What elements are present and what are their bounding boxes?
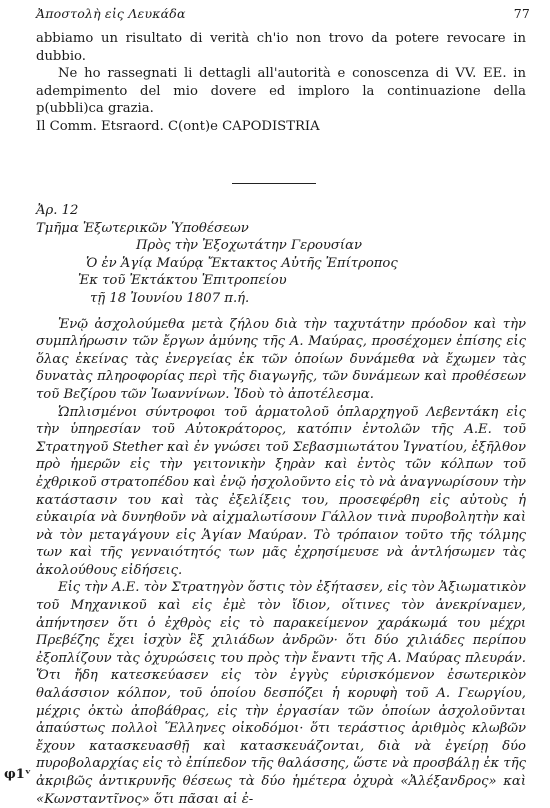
letter-line-1: abbiamo un risultato di verità ch'io non trovo da potere revocare in dubbio. bbox=[36, 31, 526, 64]
paragraph-3: Εἰς τὴν Α.Ε. τὸν Στρατηγὸν ὅστις τὸν ἐξήτασεν, εἰς τὸν Ἀξιωματικὸν τοῦ Μηχανικοῦ καὶ εἰς ἐμὲ τὸν ἴδιον, οἵτινες τὸν ἀνεκρίναμεν, ἀπήντησεν ὅτι ὁ ἐχθρὸς εἰς τὸ παρακείμενον χαράκωμά του μέχρι Πρεβέζης ἔχει ἰσχὺν ἓξ χιλιάδων ἀνδρῶν· ὅτι δύο χιλιάδες περίπου ἐξοπλίζουν τὰς ὀχυρώσεις του πρὸς τὴν ἔναντι τῆς Α. Μαύρας πλευράν. Ὅτι ἤδη κατεσκεύασεν εἰς τὸν ἐγγὺς εὑρισκόμενον ἐσωτερικὸν θαλάσσιον κόλπον, τοῦ ὁποίου δεσπόζει ἡ κορυφὴ τοῦ Α. Γεωργίου, μέχρις ὀκτὼ ἀποβάθρας, εἰς τὴν ἐργασίαν τῶν ὁποίων ἀσχολοῦνται ἀπαύστως πολλοὶ Ἕλληνες οἰκοδόμοι· ὅτι τεράστιος ἀριθμὸς κλωβῶν ἔχουν κατασκευασθῇ καὶ κατασκευάζονται, διὰ νὰ ἐγείρῃ δύο πυροβολαρχίας εἰς τὸ ἐπίπεδον τῆς θαλάσσης, ὥστε νὰ προσβάλῃ ἐκ τῆς ἀκριβῶς ἀντικρυνῆς θέσεως τὰ δύο ἡμέτερα ὀχυρὰ «Ἀλέξανδρος» καὶ «Κωνσταντῖνος» ὅτι πᾶσαι αἱ ἐ- bbox=[36, 580, 526, 807]
sender-line: Ὁ ἐν Ἁγίᾳ Μαύρᾳ Ἔκτακτος Αὐτῆς Ἐπίτροπος bbox=[86, 255, 398, 271]
letter-line-2: Ne ho rassegnati li dettagli all'autorità e conoscenza di VV. EE. in adempimento del mio dovere ed imploro la continuazione della p(ubbli)ca grazia. bbox=[36, 66, 526, 117]
greek-document bbox=[36, 202, 526, 808]
paragraph-1: Ἐνῷ ἀσχολούμεθα μετὰ ζήλου διὰ τὴν ταχυτάτην πρόοδον καὶ τὴν συμπλήρωσιν τῶν ἔργων ἀμύνης τῆς Α. Μαύρας, προσέχομεν ἐπίσης εἰς ὅλας ἐκείνας τὰς ἐνεργείας ἐκ τῶν ὁποίων δυνάμεθα νὰ ἔχωμεν τὰς δυνατὰς πληροφορίας περὶ τῆς διαγωγῆς, τῶν δυνάμεων καὶ προθέσεων τοῦ Βεζίρου τῶν Ἰωαννίνων. Ἰδοὺ τὸ ἀποτέλεσμα. bbox=[36, 316, 526, 402]
running-title: Ἀποστολὴ εἰς Λευκάδα bbox=[36, 6, 186, 21]
folio-margin-note: φ1ᵛ bbox=[4, 767, 32, 782]
running-head bbox=[36, 6, 530, 24]
page-number: 77 bbox=[513, 6, 530, 21]
signature: Il Comm. Etsraord. C(ont)e CAPODISTRIA bbox=[36, 118, 320, 134]
paragraph-2: Ὡπλισμένοι σύντροφοι τοῦ ἁρματολοῦ ὁπλαρχηγοῦ Λεβεντάκη εἰς τὴν ὑπηρεσίαν τοῦ Αὐτοκράτορος, κατόπιν ἐντολῶν τῆς Α.Ε. τοῦ Στρατηγοῦ Stether καὶ ἐν γνώσει τοῦ Σεβασμιωτάτου Ἰγνατίου, ἐξῆλθον πρὸ ἡμερῶν εἰς τὴν γειτονικὴν ξηρὰν καὶ ἐντὸς τῶν κόλπων τοῦ ἐχθρικοῦ στρατοπέδου καὶ ἐνῷ ἠσχολοῦντο εἰς τὸ νὰ ἀναγνωρίσουν τὴν κατάστασιν του καὶ τὰς ἐξελίξεις του, προσεφέρθη εἰς αὐτοὺς ἡ εὐκαιρία νὰ δυνηθοῦν νὰ αἰχμαλωτίσουν Γάλλον τινὰ πυροβολητὴν καὶ νὰ τὸν μεταγάγουν εἰς Ἁγίαν Μαύραν. Τὸ τρόπαιον τοῦτο τῆς τόλμης των καὶ τῆς γενναιότητός των μᾶς ἐχρησίμευσε νὰ ἀντλήσωμεν τὰς ἀκολούθους εἰδήσεις. bbox=[36, 404, 526, 578]
origin-line: Ἐκ τοῦ Ἐκτάκτου Ἐπιτροπείου bbox=[78, 273, 287, 289]
addressee-line: Πρὸς τὴν Ἐξοχωτάτην Γερουσίαν bbox=[136, 238, 363, 254]
department-line: Τμῆμα Ἐξωτερικῶν Ὑποθέσεων bbox=[36, 220, 249, 236]
section-divider bbox=[232, 183, 316, 184]
document-number: Ἀρ. 12 bbox=[36, 203, 79, 218]
letter-ending bbox=[36, 30, 526, 136]
date-line: τῇ 18 Ἰουνίου 1807 π.ή. bbox=[90, 290, 250, 306]
